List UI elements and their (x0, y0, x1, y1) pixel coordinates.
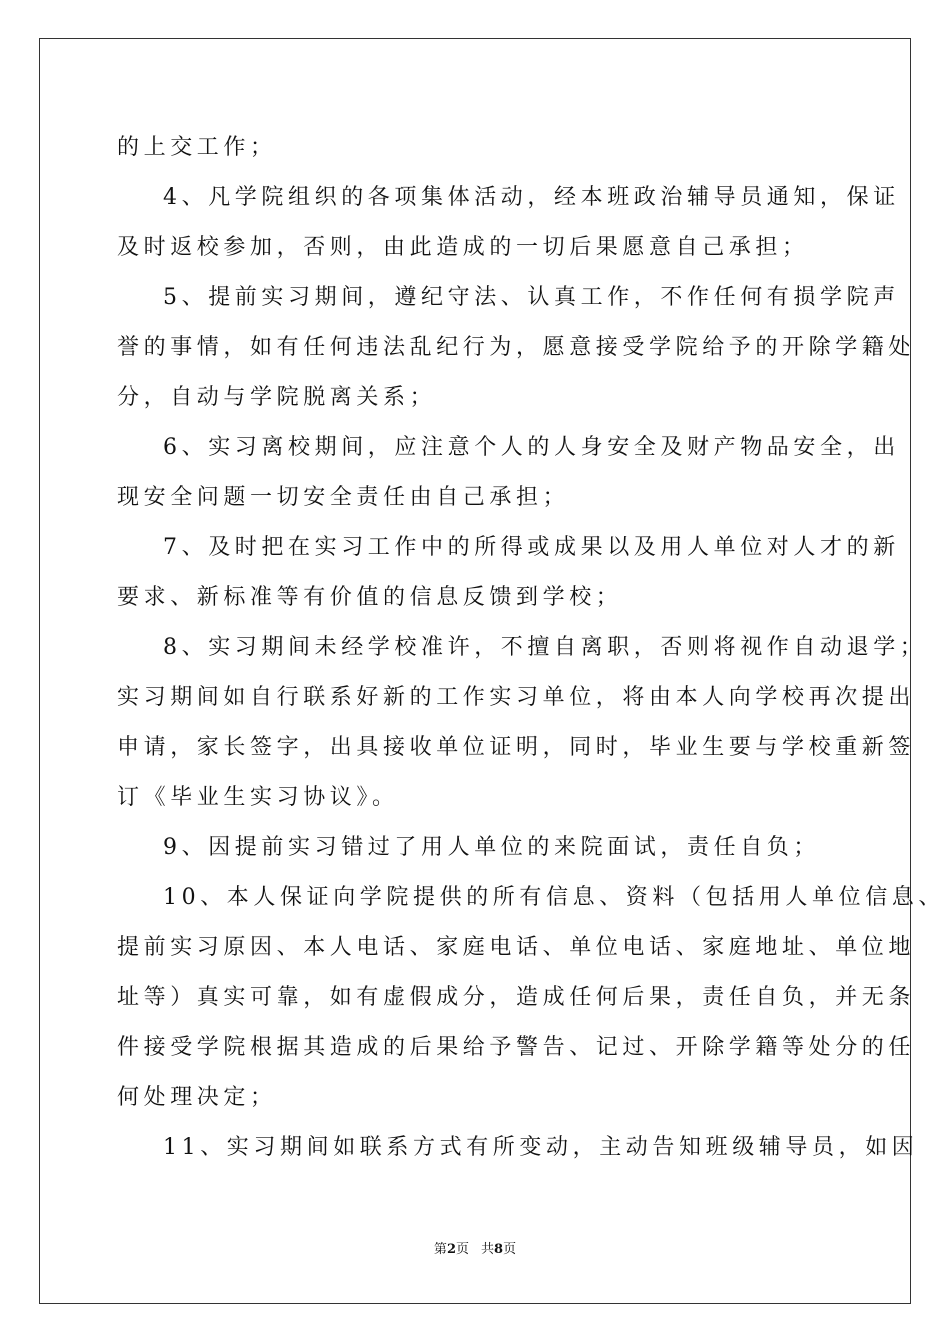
text-line: 8、实习期间未经学校准许，不擅自离职，否则将视作自动退学； (163, 635, 927, 660)
page-total: 8 (494, 1242, 504, 1257)
page-current: 2 (446, 1242, 456, 1257)
text-line: 及时返校参加，否则，由此造成的一切后果愿意自己承担； (117, 235, 809, 260)
text-line: 要求、新标准等有价值的信息反馈到学校； (117, 585, 623, 610)
text-line: 4、凡学院组织的各项集体活动，经本班政治辅导员通知，保证 (163, 185, 900, 210)
page-suffix: 页 (455, 1242, 469, 1257)
text-line: 实习期间如自行联系好新的工作实习单位，将由本人向学校再次提出 (117, 685, 916, 710)
total-suffix: 页 (503, 1242, 517, 1257)
text-line: 件接受学院根据其造成的后果给予警告、记过、开除学籍等处分的任 (117, 1035, 916, 1060)
text-line: 11、实习期间如联系方式有所变动，主动告知班级辅导员，如因 (163, 1135, 919, 1160)
total-prefix: 共 (481, 1242, 495, 1257)
text-line: 7、及时把在实习工作中的所得或成果以及用人单位对人才的新 (163, 535, 900, 560)
page-prefix: 第 (433, 1242, 447, 1257)
text-line: 5、提前实习期间，遵纪守法、认真工作，不作任何有损学院声 (163, 285, 900, 310)
text-line: 现安全问题一切安全责任由自己承担； (117, 485, 570, 510)
text-line: 订《毕业生实习协议》。 (117, 785, 399, 810)
page-footer (0, 1240, 950, 1260)
text-line: 分，自动与学院脱离关系； (117, 385, 437, 410)
text-line: 6、实习离校期间，应注意个人的人身安全及财产物品安全，出 (163, 435, 900, 460)
text-line: 9、因提前实习错过了用人单位的来院面试，责任自负； (163, 835, 820, 860)
text-line: 何处理决定； (117, 1085, 277, 1110)
text-line: 址等）真实可靠，如有虚假成分，造成任何后果，责任自负，并无条 (117, 985, 916, 1010)
text-line: 申请，家长签字，出具接收单位证明，同时，毕业生要与学校重新签 (117, 735, 916, 760)
text-line: 的上交工作； (117, 135, 277, 160)
text-line: 10、本人保证向学院提供的所有信息、资料（包括用人单位信息、 (163, 885, 945, 910)
text-line: 誉的事情，如有任何违法乱纪行为，愿意接受学院给予的开除学籍处 (117, 335, 916, 360)
document-body (117, 127, 945, 1177)
text-line: 提前实习原因、本人电话、家庭电话、单位电话、家庭地址、单位地 (117, 935, 916, 960)
